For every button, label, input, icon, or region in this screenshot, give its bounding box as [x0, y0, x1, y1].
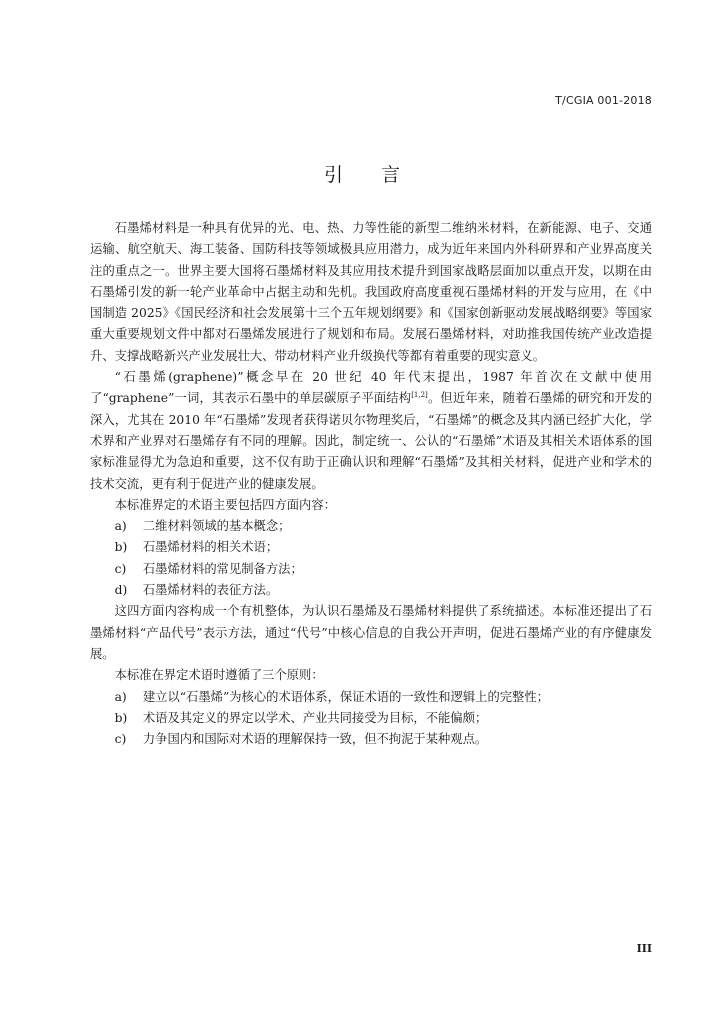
- list-item: [90, 516, 652, 537]
- introduction-body: [90, 218, 652, 750]
- paragraph-1: 石墨烯材料是一种具有优异的光、电、热、力等性能的新型二维纳米材料，在新能源、电子、交通运输、航空航天、海工装备、国防科技等领域极具应用潜力，成为近年来国内外科研界和产业界高度关注的重点之一。世界主要大国将石墨烯材料及其应用技术提升到国家战略层面加以重点开发，以期在由石墨烯引发的新一轮产业革命中占据主动和先机。我国政府高度重视石墨烯材料的开发与应用，在《中国制造 2025》《国民经济和社会发展第十三个五年规划纲要》和《国家创新驱动发展战略纲要》等国家重大重要规划文件中都对石墨烯发展进行了规划和布局。发展石墨烯材料，对助推我国传统产业改造提升、支撑战略新兴产业发展壮大、带动材料产业升级换代等都有着重要的现实意义。: [90, 221, 652, 363]
- list-marker: c): [114, 561, 127, 576]
- list-item: [90, 729, 652, 750]
- list-marker: c): [114, 732, 127, 747]
- list-marker: b): [114, 710, 128, 725]
- list-item-text: 石墨烯材料的表征方法。: [142, 583, 279, 598]
- paragraph-3: 本标准界定的术语主要包括四方面内容：: [114, 497, 336, 512]
- title-char-2: 言: [381, 164, 401, 186]
- list-item: [90, 708, 652, 729]
- paragraph-2-part-1: “石墨烯(graphene)”概念早在 20 世纪 40 年代末提出，1987 年首次在文献中使用了“graphene”一词，其表示石墨中的单层碳原子平面结构: [90, 370, 652, 406]
- list-item: [90, 687, 652, 708]
- list-item-text: 术语及其定义的界定以学术、产业共同接受为目标，不能偏颇；: [142, 710, 488, 725]
- list-marker: d): [114, 583, 128, 598]
- paragraph-2-part-2: 。但近年来，随着石墨烯的研究和开发的深入，尤其在 2010 年“石墨烯”发现者获得诺贝尔物理奖后，“石墨烯”的概念及其内涵已经扩大化，学术界和产业界对石墨烯存有不同的理解。因此，制定统一、公认的“石墨烯”术语及其相关术语体系的国家标准显得尤为急迫和重要，这不仅有助于正确认识和理解“石墨烯”及其相关材料，促进产业和学术的技术交流，更有利于促进产业的健康发展。: [90, 391, 652, 491]
- list-item: [90, 580, 652, 601]
- list-item-text: 建立以“石墨烯”为核心的术语体系，保证术语的一致性和逻辑上的完整性；: [142, 689, 549, 704]
- title-char-1: 引: [323, 164, 343, 186]
- document-code: T/CGIA 001-2018: [555, 94, 652, 107]
- list-marker: b): [114, 540, 128, 555]
- paragraph-5: 本标准在界定术语时遵循了三个原则：: [114, 668, 324, 683]
- paragraph-4: 这四方面内容构成一个有机整体，为认识石墨烯及石墨烯材料提供了系统描述。本标准还提出了石墨烯材料“产品代号”表示方法，通过“代号”中核心信息的自我公开声明，促进石墨烯产业的有序健康发展。: [90, 604, 652, 661]
- list-marker: a): [114, 689, 127, 704]
- list-item: [90, 537, 652, 558]
- paragraph-2: [90, 367, 652, 495]
- list-marker: a): [114, 519, 127, 534]
- page-title: [0, 160, 724, 187]
- list-item-text: 力争国内和国际对术语的理解保持一致，但不拘泥于某种观点。: [142, 732, 488, 747]
- list-item-text: 石墨烯材料的常见制备方法；: [142, 561, 303, 576]
- citation-ref: [1,2]: [411, 391, 428, 400]
- list-item-text: 二维材料领域的基本概念；: [142, 519, 291, 534]
- list-item-text: 石墨烯材料的相关术语；: [142, 540, 279, 555]
- list-item: [90, 559, 652, 580]
- page-number: III: [636, 942, 652, 955]
